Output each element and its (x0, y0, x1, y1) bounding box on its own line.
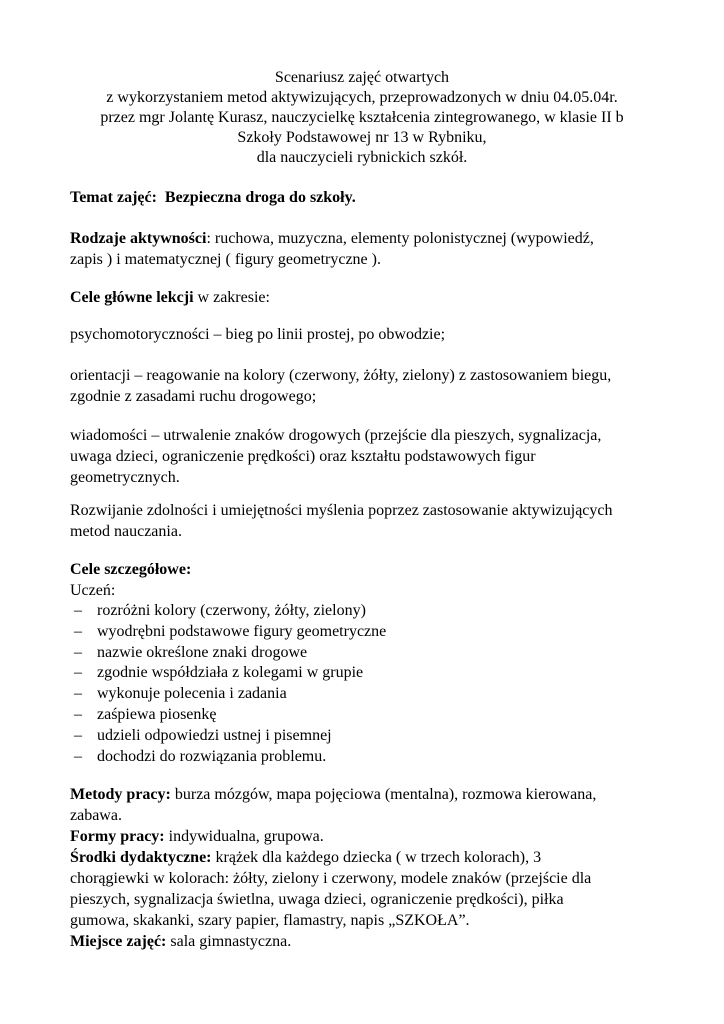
forms-label: Formy pracy: (70, 828, 165, 845)
list-item: – rozróżni kolory (czerwony, żółty, zielony) (70, 601, 670, 622)
student-label: Uczeń: (70, 582, 116, 599)
teaching-aids-section (70, 847, 670, 868)
place-section (70, 931, 670, 952)
header-line-5: dla nauczycieli rybnickich szkół. (256, 149, 468, 166)
header-line-2: z wykorzystaniem metod aktywizujących, przeprowadzonych w dniu 04.05.04r. (106, 89, 618, 106)
dash-bullet: – (74, 747, 82, 765)
header-line-4: Szkoły Podstawowej nr 13 w Rybniku, (237, 129, 487, 146)
development-goal (70, 500, 670, 542)
place-label: Miejsce zajęć: (70, 933, 167, 950)
list-item: – dochodzi do rozwiązania problemu. (70, 747, 670, 768)
teaching-aids-line-2: chorągiewki w kolorach: żółty, zielony i czerwony, modele znaków (przejście dla (70, 870, 592, 887)
place-value: sala gimnastyczna. (166, 933, 292, 950)
dash-bullet: – (74, 643, 82, 661)
dash-bullet: – (74, 726, 82, 744)
methods-label: Metody pracy: (70, 786, 171, 803)
topic-label: Temat zajęć: (70, 189, 157, 206)
methods-line-1: burza mózgów, mapa pojęciowa (mentalna), rozmowa kierowana, (170, 786, 597, 803)
psychomotor-goal: psychomotoryczności – bieg po linii prostej, po obwodzie; (70, 326, 446, 343)
orientation-goal (70, 365, 670, 407)
topic-section (70, 187, 670, 208)
forms-value: indywidualna, grupowa. (164, 828, 324, 845)
dash-bullet: – (74, 685, 82, 703)
knowledge-line-3: geometrycznych. (70, 469, 180, 486)
list-item: – wykonuje polecenia i zadania (70, 684, 670, 705)
methods-line-2: zabawa. (70, 807, 122, 824)
main-goals-heading (70, 287, 670, 308)
header-title: Scenariusz zajęć otwartych (274, 69, 450, 86)
dash-bullet: – (74, 602, 82, 619)
list-item: – zgodnie współdziała z kolegami w grupie (70, 663, 670, 684)
activity-types-section (70, 228, 670, 270)
activity-types-label: Rodzaje aktywności (70, 230, 207, 247)
detailed-goals-section (70, 559, 670, 767)
knowledge-line-1: wiadomości – utrwalenie znaków drogowych (przejście dla pieszych, sygnalizacja, (70, 427, 602, 444)
list-item: – udzieli odpowiedzi ustnej i pisemnej (70, 726, 670, 747)
main-goals-label: Cele główne lekcji (70, 289, 194, 306)
detailed-goals-label: Cele szczegółowe: (70, 561, 192, 578)
activity-types-line-1: : ruchowa, muzyczna, elementy polonistycznej (wypowiedź, (206, 230, 594, 247)
development-line-1: Rozwijanie zdolności i umiejętności myślenia poprzez zastosowanie aktywizujących (70, 502, 613, 519)
list-item: – zaśpiewa piosenkę (70, 705, 670, 726)
teaching-aids-line-3: pieszych, sygnalizacja świetlna, uwaga dzieci, ograniczenie prędkości), piłka (70, 891, 564, 908)
dash-bullet: – (74, 705, 82, 723)
list-item: – wyodrębni podstawowe figury geometryczne (70, 622, 670, 643)
orientation-line-2: zgodnie z zasadami ruchu drogowego; (70, 388, 317, 405)
main-goals-suffix: w zakresie: (193, 289, 270, 306)
teaching-aids-label: Środki dydaktyczne: (70, 849, 212, 866)
knowledge-line-2: uwaga dzieci, ograniczenie prędkości) oraz kształtu podstawowych figur (70, 448, 536, 465)
document-header (60, 68, 664, 168)
teaching-aids-line-1: krążek dla każdego dziecka ( w trzech kolorach), 3 (211, 849, 542, 866)
header-line-3: przez mgr Jolantę Kurasz, nauczycielkę kształcenia zintegrowanego, w klasie II b (100, 109, 624, 126)
methods-section (70, 784, 670, 952)
knowledge-goal (70, 425, 670, 488)
dash-bullet: – (74, 622, 82, 640)
development-line-2: metod nauczania. (70, 523, 182, 540)
topic-value: Bezpieczna droga do szkoły. (164, 189, 356, 206)
list-item: – nazwie określone znaki drogowe (70, 643, 670, 664)
teaching-aids-line-4: gumowa, skakanki, szary papier, flamastry, napis „SZKOŁA”. (70, 912, 470, 929)
detailed-goals-list (70, 601, 670, 767)
orientation-line-1: orientacji – reagowanie na kolory (czerwony, żółty, zielony) z zastosowaniem biegu, (70, 367, 612, 384)
dash-bullet: – (74, 664, 82, 682)
forms-section (70, 826, 670, 847)
activity-types-line-2: zapis ) i matematycznej ( figury geometryczne ). (70, 251, 381, 268)
